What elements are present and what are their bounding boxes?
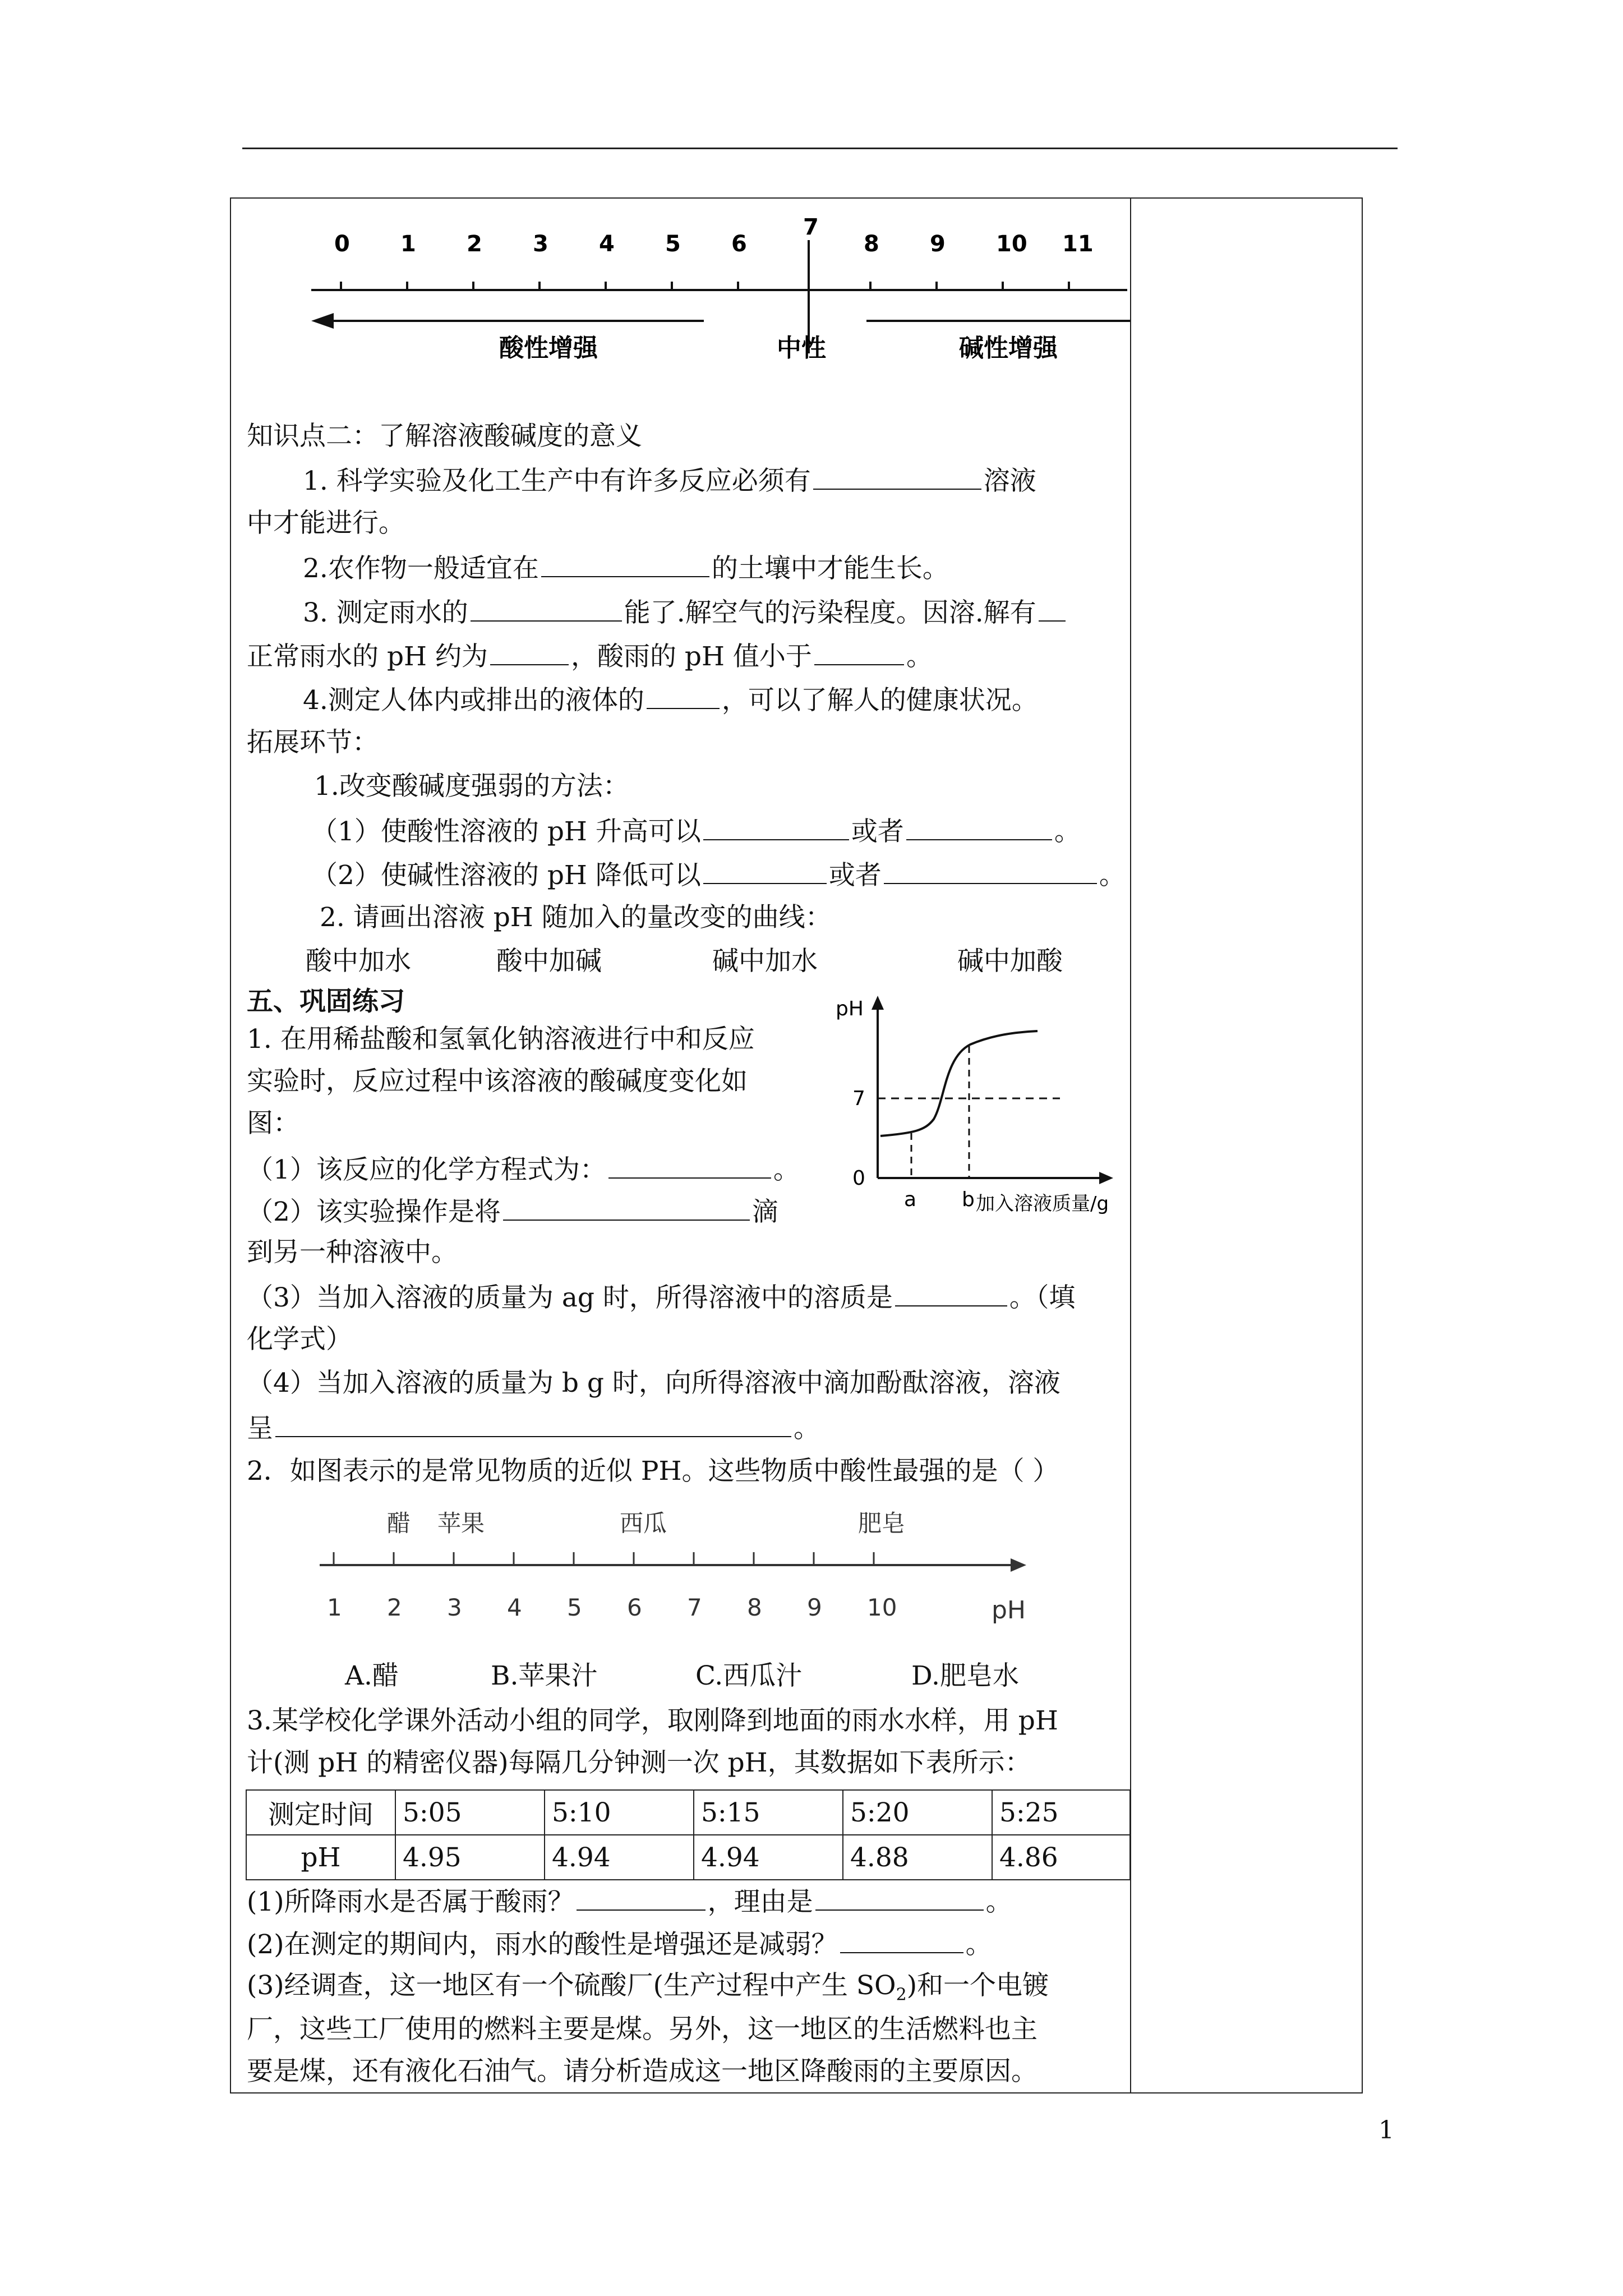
blank-3[interactable] [471,596,622,622]
q2-unit: pH [992,1596,1026,1625]
q1-sub4-cont [247,1411,820,1444]
scale-tick-label: 4 [599,231,615,257]
sub2-text: （2）使碱性溶液的 pH 降低可以 [311,860,701,891]
base-label: 碱性增强 [959,334,1058,362]
sub1-text: （1）使酸性溶液的 pH 升高可以 [311,816,701,847]
q1-sub4-text-b: 呈 [247,1413,273,1444]
acid-arrowhead [311,313,334,329]
table-cell: 5:15 [694,1790,843,1835]
q2-option-c[interactable]: C.西瓜汁 [695,1660,803,1691]
blank-10[interactable] [884,858,1097,884]
q2-tick-label: 5 [567,1594,582,1621]
scale-tick-label: 10 [996,231,1027,257]
q1-sub1 [247,1153,800,1186]
q2-tick-label: 10 [867,1594,897,1621]
acid-label: 酸性增强 [499,334,598,362]
q1-sub4: （4）当加入溶液的质量为 b g 时，向所得溶液中滴加酚酞溶液，溶液 [247,1368,1061,1398]
q1-line3: 图： [247,1108,299,1139]
scale-tick-label: 5 [665,231,681,257]
graph-ylabel: pH [836,997,864,1020]
q1-sub2-text-b: 滴 [751,1197,778,1227]
scale-tick-label: 1 [400,231,416,257]
table-cell: 5:10 [545,1790,694,1835]
q3-sub3-line3: 要是煤，还有液化石油气。请分析造成这一地区降酸雨的主要原因。 [247,2056,1038,2087]
q2-label-apple: 苹果 [437,1510,485,1537]
q1-line1: 1. 在用稀盐酸和氢氧化钠溶液进行中和反应 [247,1024,755,1055]
q2-tick-label: 2 [387,1594,402,1621]
extension-sub2 [311,858,1126,891]
section2-title: 知识点二：了解溶液酸碱度的意义 [247,421,642,452]
q2-ph-scale [303,1498,1082,1644]
q2-label-vinegar: 醋 [387,1510,411,1537]
item3-text-e: 。 [906,641,933,672]
blank-5[interactable] [814,639,904,665]
item1-text-b: 溶液 [983,466,1036,496]
item1-text: 1. 科学实验及化工生产中有许多反应必须有 [303,466,811,496]
blank-16[interactable] [815,1885,984,1911]
item2-line [303,551,949,585]
sub1-text-b: 或者 [851,816,904,847]
q2-option-b[interactable]: B.苹果汁 [491,1660,598,1691]
item3-text-d: ，酸雨的 pH 值小于 [570,641,812,672]
extension-item1: 1.改变酸碱度强弱的方法： [314,771,629,802]
q2-arrowhead [1011,1558,1026,1572]
section5-title: 五、巩固练习 [247,986,405,1017]
scale-tick-label: 8 [864,231,879,257]
sub2-text-c: 。 [1099,860,1126,891]
q1-sub1-end: 。 [773,1154,800,1185]
table-cell: 4.94 [694,1835,843,1880]
blank-14[interactable] [275,1411,791,1437]
graph-b: b [962,1188,975,1211]
q3-sub2-end: 。 [965,1929,992,1960]
extension-title: 拓展环节： [247,727,379,758]
item2-text-b: 的土壤中才能生长。 [711,553,949,584]
blank-15[interactable] [577,1885,706,1911]
item3-cont [247,639,933,673]
header-rule [242,148,1398,149]
blank-7[interactable] [703,815,849,840]
scale-tick-label: 11 [1062,231,1094,257]
q2-tick-label: 9 [807,1594,822,1621]
table-cell: 4.95 [395,1835,545,1880]
scale-tick-label: 9 [930,231,946,257]
blank-3b[interactable] [1039,596,1066,622]
blank-8[interactable] [906,815,1052,840]
so2-subscript: 2 [896,1985,907,2005]
item1-cont: 中才能进行。 [247,508,405,539]
table-cell: 4.94 [545,1835,694,1880]
scale-tick-label: 3 [533,231,548,257]
scale-tick-label: 6 [731,231,747,257]
q3-sub3-line2: 厂，这些工厂使用的燃料主要是煤。另外，这一地区的生活燃料也主 [247,2014,1038,2045]
table-cell: 4.86 [992,1835,1130,1880]
table-row [246,1835,1130,1880]
item4-text-b: ，可以了解人的健康状况。 [721,685,1038,716]
q2-label-watermelon: 西瓜 [620,1510,667,1537]
sub2-text-b: 或者 [828,860,882,891]
ph-curve [880,1031,1038,1136]
neutralization-graph [824,993,1130,1217]
q1-sub2-cont: 到另一种溶液中。 [247,1237,458,1268]
q1-sub3-text-b: 。（填 [1009,1282,1076,1313]
q3-sub1-text-b: ，理由是 [707,1887,813,1917]
q3-line1: 3.某学校化学课外活动小组的同学，取刚降到地面的雨水水样，用 pH [247,1705,1058,1736]
item4-line [303,683,1038,716]
page-number: 1 [1378,2116,1394,2145]
q1-sub3-text: （3）当加入溶液的质量为 ag 时，所得溶液中的溶质是 [247,1282,893,1313]
table-cell: 测定时间 [246,1790,395,1835]
q2-option-d[interactable]: D.肥皂水 [911,1660,1019,1691]
blank-13[interactable] [895,1281,1007,1306]
q1-sub3-cont: 化学式） [247,1324,352,1355]
table-cell: 5:05 [395,1790,545,1835]
blank-2[interactable] [541,551,709,577]
q2-tick-label: 7 [687,1594,702,1621]
q1-line2: 实验时，反应过程中该溶液的酸碱度变化如 [247,1066,748,1097]
blank-4[interactable] [490,639,569,665]
q1-sub1-text: （1）该反应的化学方程式为： [247,1154,606,1185]
q2-text: 2．如图表示的是常见物质的近似 PH。这些物质中酸性最强的是（ ） [247,1456,1059,1487]
scale-tick-label: 2 [467,231,482,257]
sub1-text-c: 。 [1054,816,1081,847]
q3-sub2-text: (2)在测定的期间内，雨水的酸性是增强还是减弱？ [247,1929,838,1960]
q1-sub4-end: 。 [794,1413,820,1444]
q2-tick-label: 1 [327,1594,342,1621]
curve-label-1: 酸中加水 [306,946,411,977]
table-row [246,1790,1130,1835]
graph-origin: 0 [852,1167,865,1190]
table-cell: pH [246,1835,395,1880]
q1-sub2 [247,1195,778,1228]
ph-scale-figure [303,213,1130,376]
y-axis-arrowhead [872,996,884,1010]
extension-sub1 [311,815,1081,848]
blank-1[interactable] [813,464,981,490]
neutral-label: 中性 [777,334,826,362]
q2-tick-label: 3 [447,1594,462,1621]
q2-tick-label: 4 [507,1594,522,1621]
item1-line [303,464,1036,497]
item3-text-c: 正常雨水的 pH 约为 [247,641,488,672]
table-cell: 5:25 [992,1790,1130,1835]
table-cell: 5:20 [843,1790,992,1835]
item4-text: 4.测定人体内或排出的液体的 [303,685,644,716]
item3-text: 3. 测定雨水的 [303,597,468,628]
q1-sub2-text: （2）该实验操作是将 [247,1197,501,1227]
q3-sub1 [247,1885,1012,1918]
q3-line2: 计(测 pH 的精密仪器)每隔几分钟测一次 pH，其数据如下表所示： [247,1747,1031,1778]
q2-tick-label: 6 [627,1594,642,1621]
q1-sub3 [247,1281,1075,1314]
graph-a: a [904,1188,917,1211]
q3-sub3-text-b: )和一个电镀 [906,1970,1049,2001]
scale-tick-label: 7 [803,214,819,240]
blank-9[interactable] [703,858,827,884]
item3-line [303,596,1068,629]
item2-text: 2.农作物一般适宜在 [303,553,539,584]
q3-sub1-text: (1)所降雨水是否属于酸雨？ [247,1887,574,1917]
q3-sub2 [247,1927,992,1961]
graph-xlabel: 加入溶液质量/g [976,1193,1109,1215]
q2-tick-label: 8 [747,1594,762,1621]
blank-6[interactable] [647,683,720,709]
item3-text-b: 能了.解空气的污染程度。因溶.解有 [624,597,1036,628]
graph-y7: 7 [852,1087,865,1110]
q3-sub3-text: (3)经调查，这一地区有一个硫酸厂(生产过程中产生 SO [247,1970,896,2001]
q3-sub3 [247,1970,1049,2010]
blank-17[interactable] [840,1927,963,1953]
q3-sub1-end: 。 [985,1887,1012,1917]
scale-tick-label: 0 [334,231,350,257]
table-cell: 4.88 [843,1835,992,1880]
curve-label-4: 碱中加酸 [957,946,1063,977]
x-axis-arrowhead [1099,1172,1113,1184]
q2-label-soap: 肥皂 [858,1510,906,1537]
blank-12[interactable] [503,1195,750,1221]
ph-data-table [246,1789,1131,1880]
curve-label-2: 酸中加碱 [496,946,602,977]
curve-label-3: 碱中加水 [712,946,818,977]
q2-option-a[interactable]: A.醋 [345,1660,399,1691]
blank-11[interactable] [608,1153,771,1179]
extension-item2: 2. 请画出溶液 pH 随加入的量改变的曲线： [320,902,832,933]
